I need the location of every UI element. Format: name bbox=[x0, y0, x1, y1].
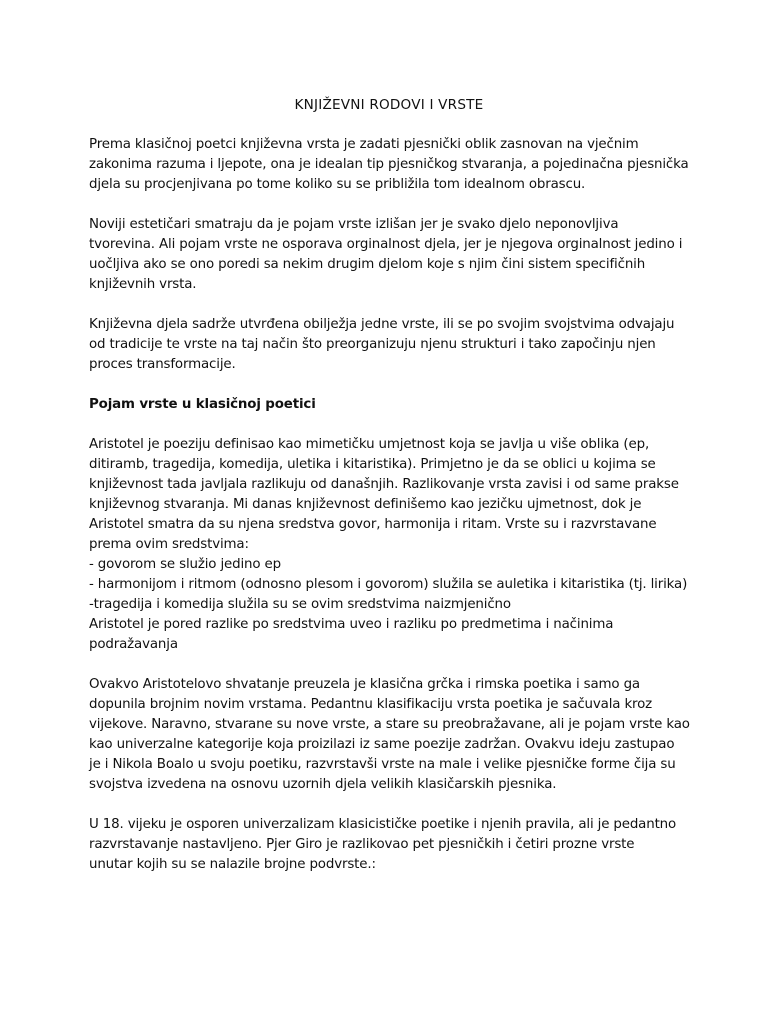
section-paragraph-3 bbox=[89, 815, 689, 875]
text-line: Noviji estetičari smatraju da je pojam vrste izlišan jer je svako djelo neponovljiva bbox=[89, 217, 619, 232]
text-line: od tradicije te vrste na taj način što preorganizuju njenu strukturi i tako započinju njen bbox=[89, 337, 656, 352]
document-title: KNJIŽEVNI RODOVI I VRSTE bbox=[294, 97, 484, 113]
text-line: Aristotel smatra da su njena sredstva govor, harmonija i ritam. Vrste su i razvrstavane bbox=[89, 517, 657, 532]
text-line: Književna djela sadrže utvrđena obilježja jedne vrste, ili se po svojim svojstvima odvajaju bbox=[89, 317, 675, 332]
text-line: - harmonijom i ritmom (odnosno plesom i govorom) služila se auletika i kitaristika (tj. lirika) bbox=[89, 577, 688, 592]
document-body bbox=[89, 95, 689, 895]
text-line: tvorevina. Ali pojam vrste ne osporava orginalnost djela, jer je njegova orginalnost jedino i bbox=[89, 237, 683, 252]
text-line: zakonima razuma i ljepote, ona je idealan tip pjesničkog stvaranja, a pojedinačna pjesnička bbox=[89, 157, 689, 172]
text-line: književnog stvaranja. Mi danas književnost definišemo kao jezičku ujmetnost, dok je bbox=[89, 497, 642, 512]
text-line: Aristotel je pored razlike po sredstvima uveo i razliku po predmetima i načinima bbox=[89, 617, 614, 632]
text-line: Prema klasičnoj poetci književna vrsta je zadati pjesnički oblik zasnovan na vječnim bbox=[89, 137, 639, 152]
text-line: svojstva izvedena na osnovu uzornih djela velikih klasičarskih pjesnika. bbox=[89, 777, 557, 792]
text-line: Aristotel je poeziju definisao kao mimetičku umjetnost koja se javlja u više oblika (ep, bbox=[89, 437, 650, 452]
text-line: unutar kojih su se nalazile brojne podvrste.: bbox=[89, 857, 376, 872]
section-paragraph-1 bbox=[89, 435, 689, 655]
text-line: prema ovim sredstvima: bbox=[89, 537, 249, 552]
text-line: djela su procjenjivana po tome koliko su se približila tom idealnom obrascu. bbox=[89, 177, 586, 192]
text-line: književnih vrsta. bbox=[89, 277, 197, 292]
text-line: U 18. vijeku je osporen univerzalizam klasicističke poetike i njenih pravila, ali je pedantno bbox=[89, 817, 677, 832]
text-line: razvrstavanje nastavljeno. Pjer Giro je razlikovao pet pjesničkih i četiri prozne vrste bbox=[89, 837, 635, 852]
text-line: -tragedija i komedija služila su se ovim sredstvima naizmjenično bbox=[89, 597, 511, 612]
text-line: ditiramb, tragedija, komedija, uletika i kitaristika). Primjetno je da se oblici u kojima se bbox=[89, 457, 656, 472]
paragraph-1 bbox=[89, 135, 689, 195]
text-line: proces transformacije. bbox=[89, 357, 236, 372]
text-line: je i Nikola Boalo u svoju poetiku, razvrstavši vrste na male i velike pjesničke forme čija su bbox=[89, 757, 676, 772]
paragraph-2 bbox=[89, 215, 689, 295]
paragraph-3 bbox=[89, 315, 689, 375]
text-line: uočljiva ako se ono poredi sa nekim drugim djelom koje s njim čini sistem specifičnih bbox=[89, 257, 646, 272]
text-line: podražavanja bbox=[89, 637, 178, 652]
text-line: dopunila brojnim novim vrstama. Pedantnu klasifikaciju vrsta poetika je sačuvala kroz bbox=[89, 697, 653, 712]
section-heading: Pojam vrste u klasičnoj poetici bbox=[89, 397, 316, 412]
text-line: Ovakvo Aristotelovo shvatanje preuzela je klasična grčka i rimska poetika i samo ga bbox=[89, 677, 640, 692]
text-line: književnost tada javljala razlikuju od današnjih. Razlikovanje vrsta zavisi i od same prakse bbox=[89, 477, 679, 492]
section-paragraph-2 bbox=[89, 675, 689, 795]
text-line: vijekove. Naravno, stvarane su nove vrste, a stare su preobražavane, ali je pojam vrste kao bbox=[89, 717, 690, 732]
text-line: kao univerzalne kategorije koja proizilazi iz same poezije zadržan. Ovakvu ideju zastupao bbox=[89, 737, 675, 752]
text-line: - govorom se služio jedino ep bbox=[89, 557, 281, 572]
